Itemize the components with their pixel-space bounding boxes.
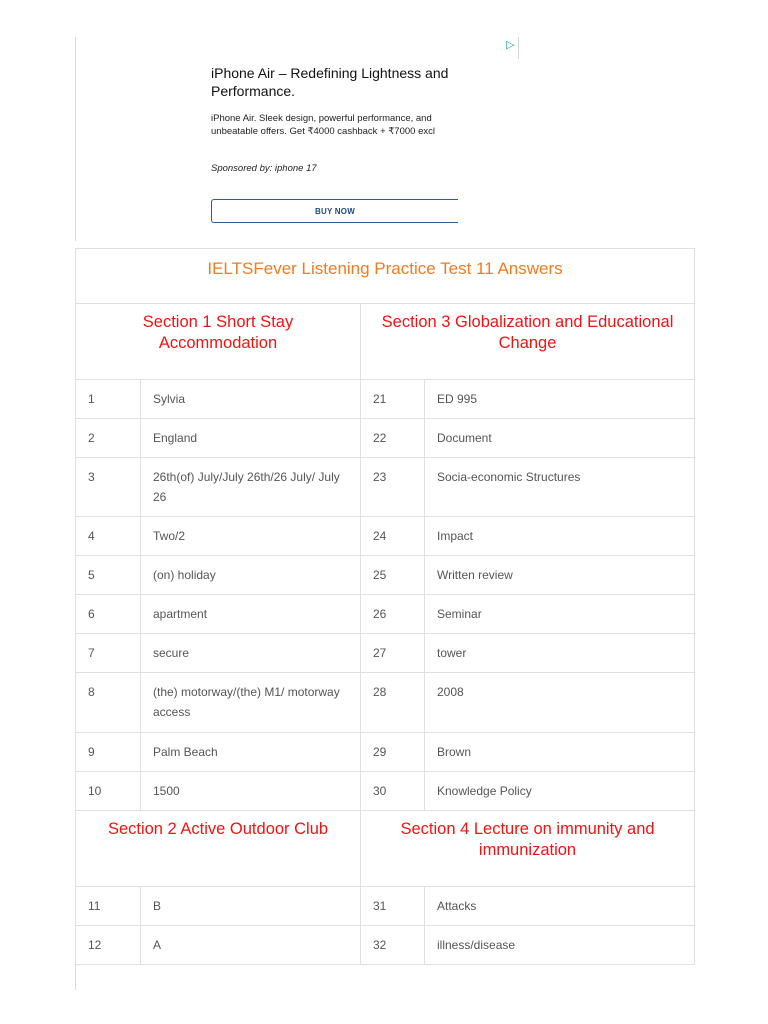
answer-cell: A xyxy=(141,926,361,965)
table-row xyxy=(76,733,695,772)
question-number: 11 xyxy=(76,887,141,926)
answer-cell: Palm Beach xyxy=(141,733,361,772)
ad-title[interactable]: iPhone Air – Redefining Lightness and Performance. xyxy=(211,65,449,99)
answer-cell: Socia-economic Structures xyxy=(425,458,695,517)
question-number: 12 xyxy=(76,926,141,965)
adchoices-icon[interactable]: ▷ xyxy=(506,39,515,51)
question-number: 6 xyxy=(76,595,141,634)
table-row xyxy=(76,380,695,419)
question-number: 27 xyxy=(361,634,425,673)
answer-cell: Seminar xyxy=(425,595,695,634)
question-number: 22 xyxy=(361,419,425,458)
ad-sponsor: Sponsored by: iphone 17 xyxy=(211,163,317,174)
answer-cell: (the) motorway/(the) M1/ motorway access xyxy=(141,673,361,733)
table-title: IELTSFever Listening Practice Test 11 Answers xyxy=(76,249,695,304)
section-1-heading: Section 1 Short Stay Accommodation xyxy=(76,304,361,380)
question-number: 24 xyxy=(361,517,425,556)
table-row xyxy=(76,419,695,458)
answer-cell: Brown xyxy=(425,733,695,772)
table-row xyxy=(76,772,695,811)
question-number: 8 xyxy=(76,673,141,733)
question-number: 4 xyxy=(76,517,141,556)
answer-cell: 1500 xyxy=(141,772,361,811)
table-row xyxy=(76,673,695,733)
question-number: 21 xyxy=(361,380,425,419)
sponsored-ad[interactable] xyxy=(76,37,522,241)
answer-cell: England xyxy=(141,419,361,458)
answer-cell: Written review xyxy=(425,556,695,595)
section-2-heading: Section 2 Active Outdoor Club xyxy=(76,811,361,887)
question-number: 30 xyxy=(361,772,425,811)
question-number: 2 xyxy=(76,419,141,458)
answer-cell: Impact xyxy=(425,517,695,556)
question-number: 26 xyxy=(361,595,425,634)
section-header-row xyxy=(76,304,695,380)
table-row xyxy=(76,517,695,556)
answer-cell: Document xyxy=(425,419,695,458)
table-row xyxy=(76,887,695,926)
answer-cell: Knowledge Policy xyxy=(425,772,695,811)
answer-cell: B xyxy=(141,887,361,926)
answer-cell: tower xyxy=(425,634,695,673)
table-row xyxy=(76,634,695,673)
table-row xyxy=(76,556,695,595)
section-4-heading: Section 4 Lecture on immunity and immunization xyxy=(361,811,695,887)
question-number: 32 xyxy=(361,926,425,965)
question-number: 9 xyxy=(76,733,141,772)
section-header-row xyxy=(76,811,695,887)
answer-cell: 2008 xyxy=(425,673,695,733)
answer-cell: illness/disease xyxy=(425,926,695,965)
answers-table xyxy=(75,248,695,965)
ad-description: iPhone Air. Sleek design, powerful performance, and unbeatable offers. Get ₹4000 cashback + ₹7000 excl xyxy=(211,113,435,137)
answer-cell: secure xyxy=(141,634,361,673)
question-number: 23 xyxy=(361,458,425,517)
question-number: 31 xyxy=(361,887,425,926)
section-3-heading: Section 3 Globalization and Educational Change xyxy=(361,304,695,380)
answer-cell: apartment xyxy=(141,595,361,634)
answer-cell: Attacks xyxy=(425,887,695,926)
table-title-row xyxy=(76,249,695,304)
table-row xyxy=(76,595,695,634)
buy-now-button[interactable]: BUY NOW xyxy=(211,199,458,223)
question-number: 10 xyxy=(76,772,141,811)
question-number: 7 xyxy=(76,634,141,673)
table-row xyxy=(76,926,695,965)
answer-cell: ED 995 xyxy=(425,380,695,419)
ad-edge xyxy=(518,37,519,59)
question-number: 28 xyxy=(361,673,425,733)
answer-cell: (on) holiday xyxy=(141,556,361,595)
answer-cell: 26th(of) July/July 26th/26 July/ July 26 xyxy=(141,458,361,517)
question-number: 1 xyxy=(76,380,141,419)
table-row xyxy=(76,458,695,517)
question-number: 29 xyxy=(361,733,425,772)
question-number: 5 xyxy=(76,556,141,595)
question-number: 25 xyxy=(361,556,425,595)
answer-cell: Sylvia xyxy=(141,380,361,419)
answer-cell: Two/2 xyxy=(141,517,361,556)
question-number: 3 xyxy=(76,458,141,517)
